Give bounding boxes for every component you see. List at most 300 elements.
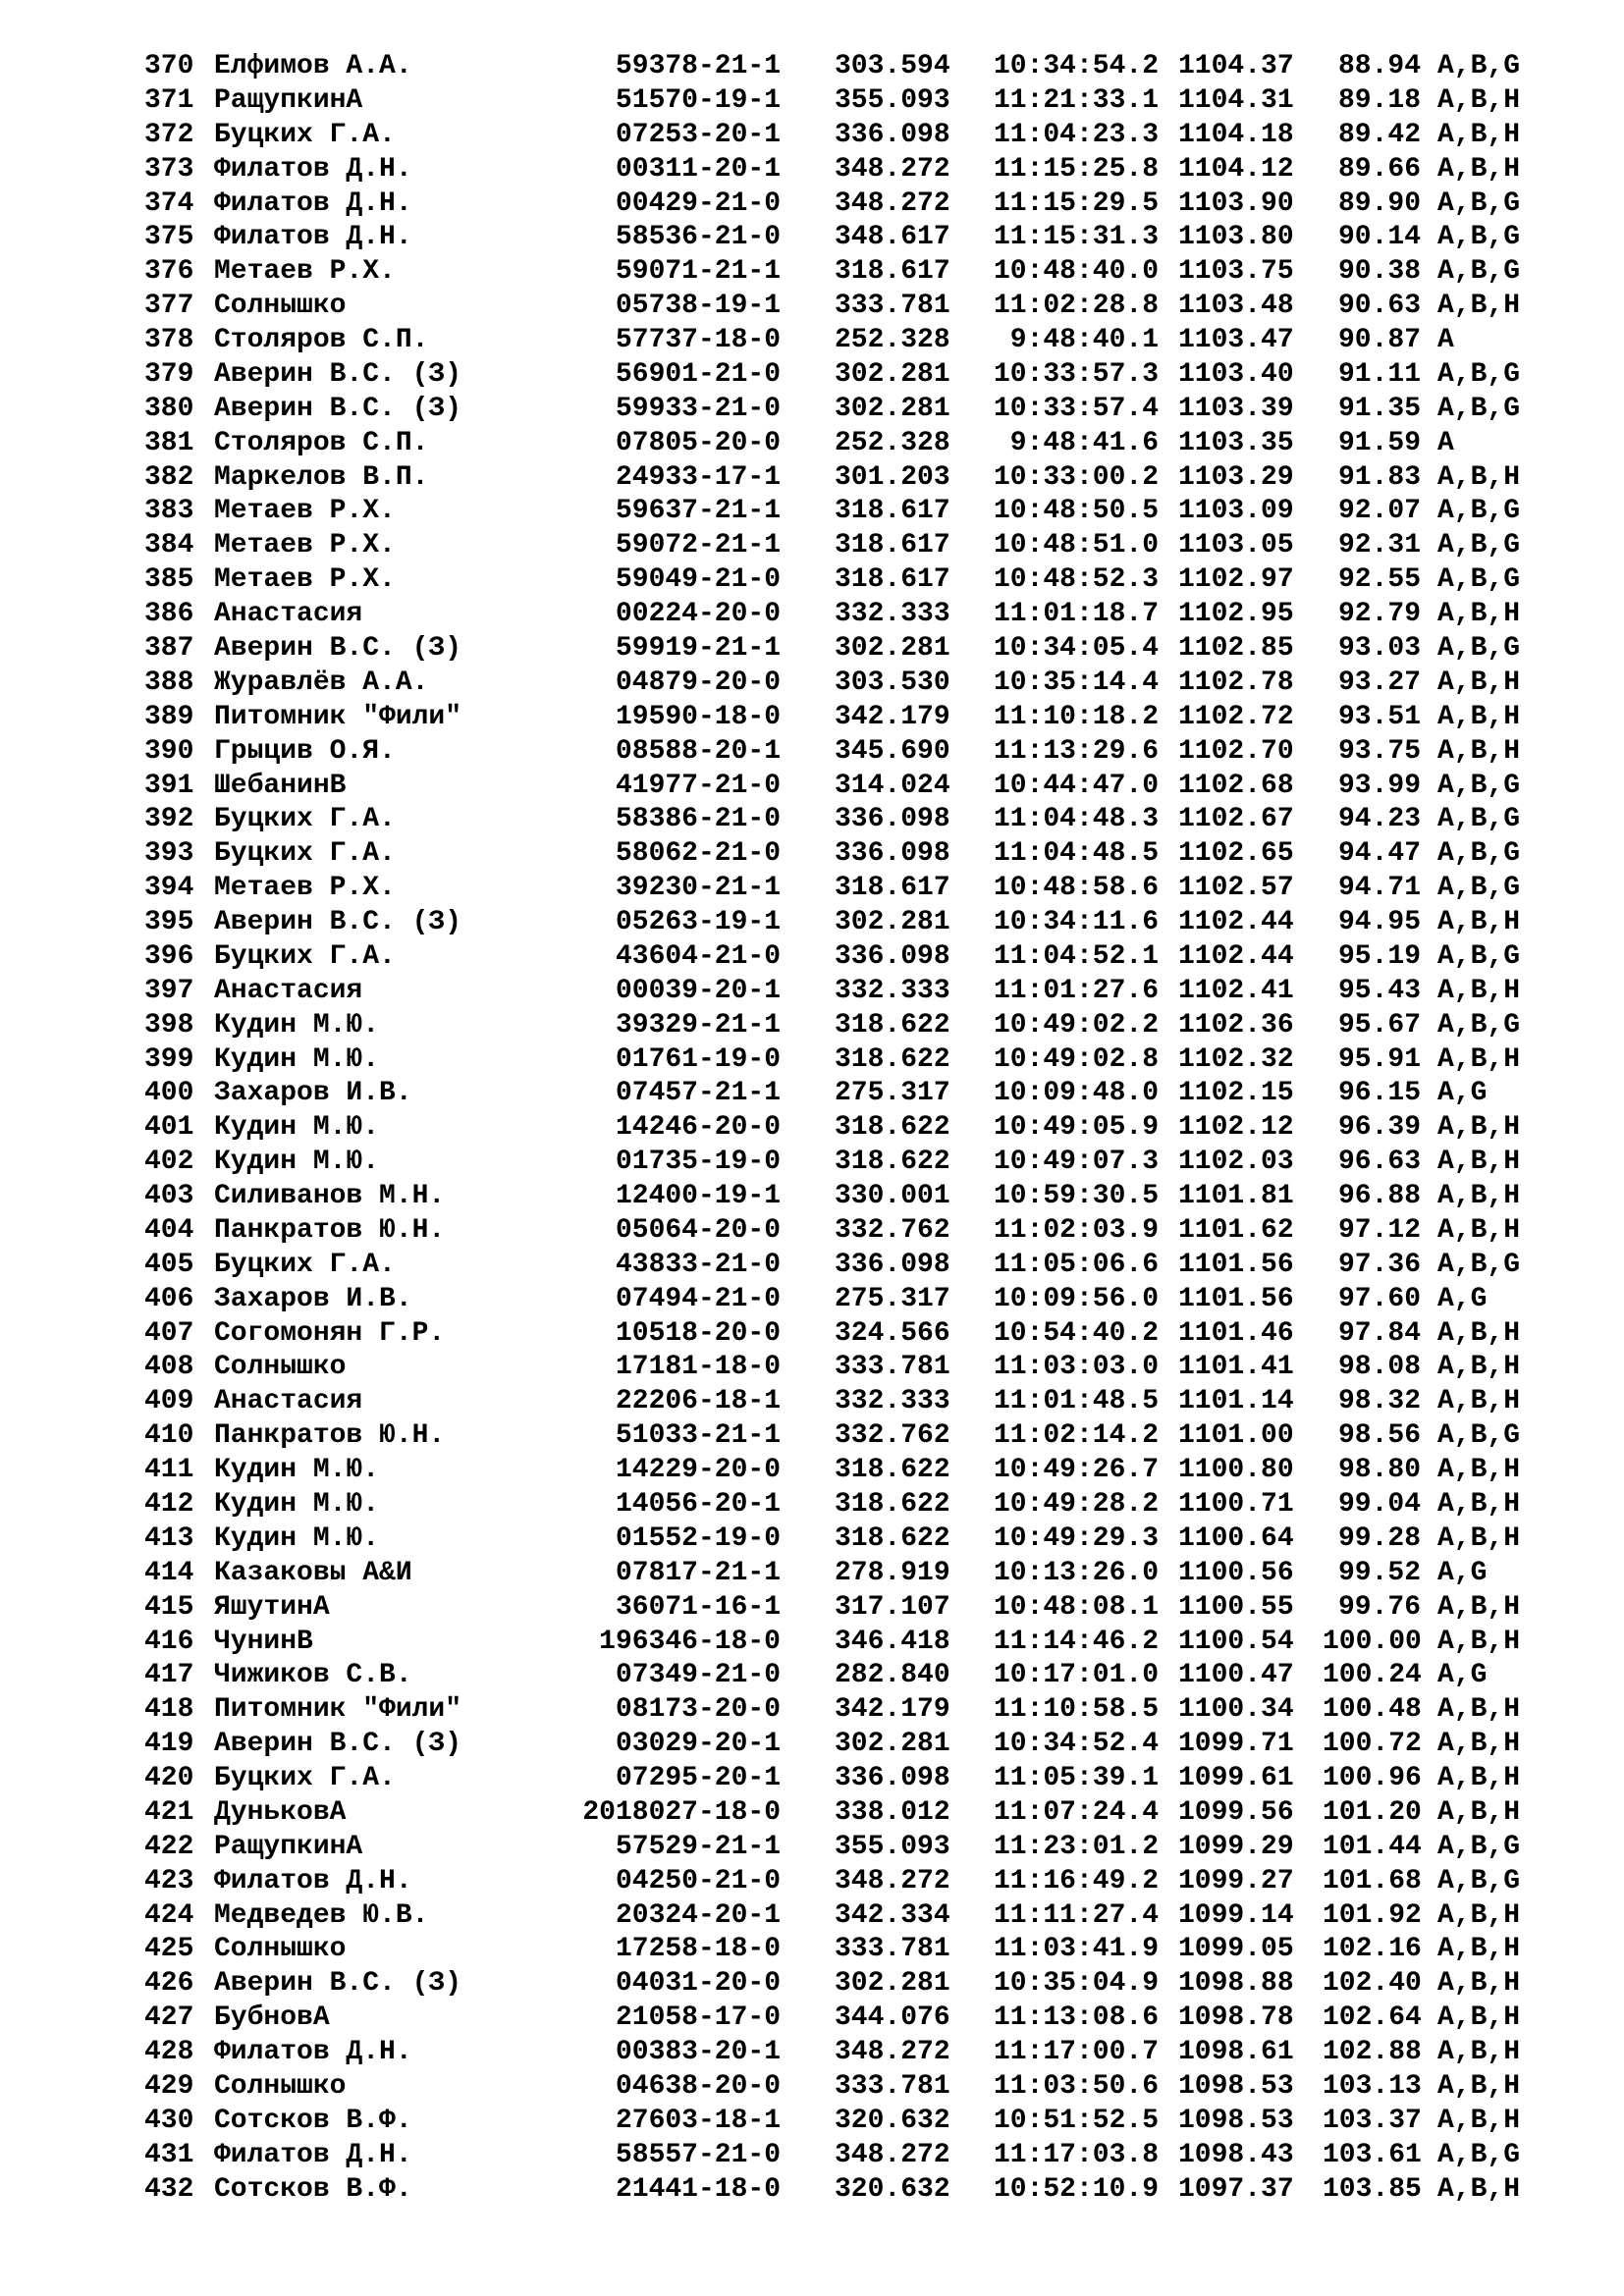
place-cell: 429 xyxy=(144,2070,194,2102)
table-row xyxy=(0,1043,1624,1077)
speed-cell: 1102.68 xyxy=(1178,770,1294,801)
place-cell: 413 xyxy=(144,1522,194,1554)
place-cell: 381 xyxy=(144,427,194,458)
fancier-cell: Филатов Д.Н. xyxy=(214,2139,412,2170)
arrival-time-cell: 11:15:25.8 xyxy=(993,153,1159,185)
groups-cell: A,B,H xyxy=(1437,735,1521,767)
coefficient-cell: 95.67 xyxy=(1337,1009,1421,1041)
table-row xyxy=(0,1488,1624,1522)
place-cell: 374 xyxy=(144,187,194,219)
fancier-cell: Аверин В.С. (З) xyxy=(214,1729,462,1760)
coefficient-cell: 94.95 xyxy=(1337,907,1421,937)
place-cell: 386 xyxy=(144,599,194,630)
ring-cell: 17258-18-0 xyxy=(615,1934,781,1965)
coefficient-cell: 101.44 xyxy=(1323,1831,1422,1862)
coefficient-cell: 92.07 xyxy=(1337,496,1421,527)
place-cell: 371 xyxy=(144,84,194,116)
arrival-time-cell: 11:10:58.5 xyxy=(993,1694,1159,1726)
groups-cell: A,B,H xyxy=(1437,2037,1521,2067)
arrival-time-cell: 9:48:40.1 xyxy=(1009,325,1159,355)
groups-cell: A,B,H xyxy=(1437,1796,1521,1828)
distance-cell: 318.617 xyxy=(835,496,950,527)
table-row xyxy=(0,940,1624,974)
coefficient-cell: 93.03 xyxy=(1337,633,1421,664)
fancier-cell: Питомник "Фили" xyxy=(214,1694,462,1726)
speed-cell: 1099.29 xyxy=(1178,1831,1294,1862)
distance-cell: 332.762 xyxy=(835,1420,950,1452)
ring-cell: 21441-18-0 xyxy=(615,2173,781,2205)
speed-cell: 1100.71 xyxy=(1178,1489,1294,1520)
speed-cell: 1102.72 xyxy=(1178,701,1294,732)
table-row xyxy=(0,1111,1624,1145)
ring-cell: 08588-20-1 xyxy=(615,735,781,767)
fancier-cell: Захаров И.В. xyxy=(214,1078,412,1109)
speed-cell: 1102.85 xyxy=(1178,633,1294,664)
distance-cell: 336.098 xyxy=(835,1763,950,1793)
place-cell: 397 xyxy=(144,975,194,1006)
ring-cell: 39329-21-1 xyxy=(615,1009,781,1041)
coefficient-cell: 97.12 xyxy=(1337,1214,1421,1246)
ring-cell: 57529-21-1 xyxy=(615,1831,781,1862)
fancier-cell: ЧунинВ xyxy=(214,1626,313,1657)
place-cell: 406 xyxy=(144,1283,194,1314)
distance-cell: 318.622 xyxy=(835,1489,950,1520)
coefficient-cell: 96.88 xyxy=(1337,1181,1421,1211)
fancier-cell: Столяров С.П. xyxy=(214,325,429,355)
arrival-time-cell: 10:48:51.0 xyxy=(993,530,1159,561)
table-row xyxy=(0,837,1624,871)
speed-cell: 1102.78 xyxy=(1178,667,1294,698)
fancier-cell: Маркелов В.П. xyxy=(214,461,429,493)
groups-cell: A,B,H xyxy=(1437,84,1521,116)
arrival-time-cell: 10:48:40.0 xyxy=(993,256,1159,288)
fancier-cell: Метаев Р.Х. xyxy=(214,564,396,596)
place-cell: 376 xyxy=(144,256,194,288)
distance-cell: 324.566 xyxy=(835,1317,950,1349)
arrival-time-cell: 10:48:50.5 xyxy=(993,496,1159,527)
arrival-time-cell: 10:34:52.4 xyxy=(993,1729,1159,1760)
coefficient-cell: 92.79 xyxy=(1337,599,1421,630)
table-row xyxy=(0,1899,1624,1933)
arrival-time-cell: 10:48:52.3 xyxy=(993,564,1159,596)
fancier-cell: Филатов Д.Н. xyxy=(214,1865,412,1896)
place-cell: 380 xyxy=(144,393,194,424)
arrival-time-cell: 11:16:49.2 xyxy=(993,1865,1159,1896)
speed-cell: 1100.64 xyxy=(1178,1522,1294,1554)
ring-cell: 43833-21-0 xyxy=(615,1249,781,1280)
coefficient-cell: 91.11 xyxy=(1337,358,1421,390)
groups-cell: A,B,H xyxy=(1437,1968,1521,2000)
distance-cell: 333.781 xyxy=(835,1934,950,1965)
coefficient-cell: 91.83 xyxy=(1337,461,1421,493)
ring-cell: 00311-20-1 xyxy=(615,153,781,185)
groups-cell: A,B,H xyxy=(1437,701,1521,732)
distance-cell: 342.179 xyxy=(835,1694,950,1726)
distance-cell: 320.632 xyxy=(835,2173,950,2205)
speed-cell: 1099.14 xyxy=(1178,1899,1294,1931)
place-cell: 375 xyxy=(144,222,194,253)
coefficient-cell: 97.60 xyxy=(1337,1283,1421,1314)
groups-cell: A,B,H xyxy=(1437,2173,1521,2205)
speed-cell: 1099.27 xyxy=(1178,1865,1294,1896)
speed-cell: 1099.71 xyxy=(1178,1729,1294,1760)
groups-cell: A,B,G xyxy=(1437,496,1521,527)
ring-cell: 2018027-18-0 xyxy=(582,1796,781,1828)
table-row xyxy=(0,1009,1624,1042)
ring-cell: 59637-21-1 xyxy=(615,496,781,527)
arrival-time-cell: 11:14:46.2 xyxy=(993,1626,1159,1657)
fancier-cell: Буцких Г.А. xyxy=(214,1763,396,1793)
place-cell: 385 xyxy=(144,564,194,596)
arrival-time-cell: 10:09:48.0 xyxy=(993,1078,1159,1109)
fancier-cell: Казаковы А&И xyxy=(214,1557,412,1588)
fancier-cell: Панкратов Ю.Н. xyxy=(214,1214,446,1246)
ring-cell: 20324-20-1 xyxy=(615,1899,781,1931)
arrival-time-cell: 11:01:27.6 xyxy=(993,975,1159,1006)
ring-cell: 41977-21-0 xyxy=(615,770,781,801)
distance-cell: 355.093 xyxy=(835,1831,950,1862)
fancier-cell: Метаев Р.Х. xyxy=(214,530,396,561)
ring-cell: 07817-21-1 xyxy=(615,1557,781,1588)
arrival-time-cell: 10:44:47.0 xyxy=(993,770,1159,801)
arrival-time-cell: 11:15:31.3 xyxy=(993,222,1159,253)
coefficient-cell: 101.92 xyxy=(1323,1899,1422,1931)
place-cell: 402 xyxy=(144,1147,194,1178)
ring-cell: 56901-21-0 xyxy=(615,358,781,390)
table-row xyxy=(0,393,1624,426)
place-cell: 423 xyxy=(144,1865,194,1896)
table-row xyxy=(0,1249,1624,1282)
fancier-cell: Буцких Г.А. xyxy=(214,1249,396,1280)
fancier-cell: Буцких Г.А. xyxy=(214,804,396,835)
distance-cell: 346.418 xyxy=(835,1626,950,1657)
distance-cell: 252.328 xyxy=(835,325,950,355)
groups-cell: A,B,H xyxy=(1437,461,1521,493)
arrival-time-cell: 11:05:06.6 xyxy=(993,1249,1159,1280)
coefficient-cell: 88.94 xyxy=(1337,51,1421,81)
coefficient-cell: 91.35 xyxy=(1337,393,1421,424)
speed-cell: 1097.37 xyxy=(1178,2173,1294,2205)
speed-cell: 1100.55 xyxy=(1178,1591,1294,1623)
groups-cell: A,B,H xyxy=(1437,667,1521,698)
arrival-time-cell: 11:04:48.3 xyxy=(993,804,1159,835)
ring-cell: 07805-20-0 xyxy=(615,427,781,458)
table-row xyxy=(0,1419,1624,1453)
groups-cell: A,B,H xyxy=(1437,1455,1521,1486)
groups-cell: A,B,H xyxy=(1437,1934,1521,1965)
groups-cell: A,G xyxy=(1437,1557,1488,1588)
fancier-cell: Филатов Д.Н. xyxy=(214,222,412,253)
place-cell: 407 xyxy=(144,1317,194,1349)
distance-cell: 302.281 xyxy=(835,1968,950,2000)
arrival-time-cell: 11:01:18.7 xyxy=(993,599,1159,630)
table-row xyxy=(0,2036,1624,2069)
groups-cell: A,G xyxy=(1437,1660,1488,1691)
distance-cell: 348.617 xyxy=(835,222,950,253)
place-cell: 392 xyxy=(144,804,194,835)
table-row xyxy=(0,701,1624,734)
fancier-cell: РащупкинА xyxy=(214,84,363,116)
table-row xyxy=(0,770,1624,803)
ring-cell: 17181-18-0 xyxy=(615,1352,781,1383)
groups-cell: A,B,H xyxy=(1437,1899,1521,1931)
table-row xyxy=(0,1659,1624,1692)
fancier-cell: Питомник "Фили" xyxy=(214,701,462,732)
speed-cell: 1101.56 xyxy=(1178,1283,1294,1314)
coefficient-cell: 92.55 xyxy=(1337,564,1421,596)
fancier-cell: БубновА xyxy=(214,2002,330,2034)
place-cell: 403 xyxy=(144,1181,194,1211)
fancier-cell: ЯшутинА xyxy=(214,1591,330,1623)
coefficient-cell: 95.91 xyxy=(1337,1043,1421,1075)
speed-cell: 1102.44 xyxy=(1178,907,1294,937)
speed-cell: 1103.09 xyxy=(1178,496,1294,527)
table-row xyxy=(0,563,1624,597)
groups-cell: A,B,H xyxy=(1437,1043,1521,1075)
place-cell: 389 xyxy=(144,701,194,732)
speed-cell: 1100.56 xyxy=(1178,1557,1294,1588)
place-cell: 394 xyxy=(144,873,194,904)
groups-cell: A,B,H xyxy=(1437,1112,1521,1144)
distance-cell: 338.012 xyxy=(835,1796,950,1828)
speed-cell: 1103.48 xyxy=(1178,291,1294,322)
groups-cell: A,B,H xyxy=(1437,291,1521,322)
coefficient-cell: 95.19 xyxy=(1337,940,1421,972)
place-cell: 425 xyxy=(144,1934,194,1965)
ring-cell: 51033-21-1 xyxy=(615,1420,781,1452)
coefficient-cell: 100.72 xyxy=(1323,1729,1422,1760)
place-cell: 412 xyxy=(144,1489,194,1520)
arrival-time-cell: 11:21:33.1 xyxy=(993,84,1159,116)
arrival-time-cell: 11:02:28.8 xyxy=(993,291,1159,322)
fancier-cell: Анастасия xyxy=(214,1386,363,1417)
distance-cell: 302.281 xyxy=(835,358,950,390)
ring-cell: 36071-16-1 xyxy=(615,1591,781,1623)
speed-cell: 1101.62 xyxy=(1178,1214,1294,1246)
place-cell: 424 xyxy=(144,1899,194,1931)
groups-cell: A,B,H xyxy=(1437,1214,1521,1246)
speed-cell: 1102.57 xyxy=(1178,873,1294,904)
table-row xyxy=(0,1454,1624,1487)
arrival-time-cell: 10:13:26.0 xyxy=(993,1557,1159,1588)
fancier-cell: Буцких Г.А. xyxy=(214,838,396,870)
fancier-cell: Аверин В.С. (З) xyxy=(214,907,462,937)
distance-cell: 318.622 xyxy=(835,1522,950,1554)
arrival-time-cell: 10:59:30.5 xyxy=(993,1181,1159,1211)
coefficient-cell: 99.04 xyxy=(1337,1489,1421,1520)
place-cell: 395 xyxy=(144,907,194,937)
groups-cell: A,G xyxy=(1437,1078,1488,1109)
groups-cell: A,B,G xyxy=(1437,564,1521,596)
distance-cell: 318.622 xyxy=(835,1009,950,1041)
distance-cell: 348.272 xyxy=(835,1865,950,1896)
coefficient-cell: 89.90 xyxy=(1337,187,1421,219)
arrival-time-cell: 11:02:14.2 xyxy=(993,1420,1159,1452)
arrival-time-cell: 11:23:01.2 xyxy=(993,1831,1159,1862)
speed-cell: 1099.56 xyxy=(1178,1796,1294,1828)
distance-cell: 314.024 xyxy=(835,770,950,801)
fancier-cell: Солнышко xyxy=(214,2070,347,2102)
groups-cell: A,B,H xyxy=(1437,1626,1521,1657)
ring-cell: 12400-19-1 xyxy=(615,1181,781,1211)
distance-cell: 317.107 xyxy=(835,1591,950,1623)
groups-cell: A,B,H xyxy=(1437,1729,1521,1760)
distance-cell: 278.919 xyxy=(835,1557,950,1588)
groups-cell: A,B,G xyxy=(1437,1831,1521,1862)
arrival-time-cell: 10:35:04.9 xyxy=(993,1968,1159,2000)
fancier-cell: Согомонян Г.Р. xyxy=(214,1317,446,1349)
table-row xyxy=(0,1077,1624,1110)
fancier-cell: Грыцив О.Я. xyxy=(214,735,396,767)
fancier-cell: Кудин М.Ю. xyxy=(214,1489,380,1520)
coefficient-cell: 100.00 xyxy=(1323,1626,1422,1657)
distance-cell: 318.622 xyxy=(835,1147,950,1178)
groups-cell: A,B,H xyxy=(1437,1694,1521,1726)
distance-cell: 318.617 xyxy=(835,530,950,561)
table-row xyxy=(0,632,1624,666)
speed-cell: 1102.67 xyxy=(1178,804,1294,835)
table-row xyxy=(0,598,1624,631)
coefficient-cell: 97.36 xyxy=(1337,1249,1421,1280)
fancier-cell: Кудин М.Ю. xyxy=(214,1112,380,1144)
distance-cell: 333.781 xyxy=(835,291,950,322)
ring-cell: 04031-20-0 xyxy=(615,1968,781,2000)
table-row xyxy=(0,221,1624,254)
distance-cell: 348.272 xyxy=(835,2037,950,2067)
fancier-cell: Филатов Д.Н. xyxy=(214,153,412,185)
speed-cell: 1103.35 xyxy=(1178,427,1294,458)
fancier-cell: Кудин М.Ю. xyxy=(214,1043,380,1075)
arrival-time-cell: 11:03:03.0 xyxy=(993,1352,1159,1383)
distance-cell: 355.093 xyxy=(835,84,950,116)
speed-cell: 1102.36 xyxy=(1178,1009,1294,1041)
table-row xyxy=(0,975,1624,1008)
coefficient-cell: 96.15 xyxy=(1337,1078,1421,1109)
speed-cell: 1103.39 xyxy=(1178,393,1294,424)
table-row xyxy=(0,1351,1624,1384)
groups-cell: A,B,H xyxy=(1437,1591,1521,1623)
ring-cell: 59933-21-0 xyxy=(615,393,781,424)
distance-cell: 318.617 xyxy=(835,256,950,288)
ring-cell: 59072-21-1 xyxy=(615,530,781,561)
arrival-time-cell: 11:11:27.4 xyxy=(993,1899,1159,1931)
ring-cell: 03029-20-1 xyxy=(615,1729,781,1760)
coefficient-cell: 99.52 xyxy=(1337,1557,1421,1588)
speed-cell: 1102.15 xyxy=(1178,1078,1294,1109)
table-row xyxy=(0,803,1624,836)
groups-cell: A,B,H xyxy=(1437,975,1521,1006)
place-cell: 379 xyxy=(144,358,194,390)
ring-cell: 07457-21-1 xyxy=(615,1078,781,1109)
speed-cell: 1102.44 xyxy=(1178,940,1294,972)
arrival-time-cell: 11:03:41.9 xyxy=(993,1934,1159,1965)
ring-cell: 07295-20-1 xyxy=(615,1763,781,1793)
arrival-time-cell: 11:02:03.9 xyxy=(993,1214,1159,1246)
groups-cell: A,B,H xyxy=(1437,2105,1521,2136)
table-row xyxy=(0,1865,1624,1898)
groups-cell: A,B,G xyxy=(1437,804,1521,835)
groups-cell: A,B,G xyxy=(1437,256,1521,288)
groups-cell: A,B,G xyxy=(1437,873,1521,904)
fancier-cell: РащупкинА xyxy=(214,1831,363,1862)
speed-cell: 1101.46 xyxy=(1178,1317,1294,1349)
distance-cell: 302.281 xyxy=(835,1729,950,1760)
groups-cell: A,B,G xyxy=(1437,222,1521,253)
fancier-cell: Аверин В.С. (З) xyxy=(214,633,462,664)
table-row xyxy=(0,1317,1624,1351)
ring-cell: 00224-20-0 xyxy=(615,599,781,630)
distance-cell: 303.594 xyxy=(835,51,950,81)
table-row xyxy=(0,1967,1624,2001)
groups-cell: A,B,G xyxy=(1437,1865,1521,1896)
table-row xyxy=(0,906,1624,939)
distance-cell: 336.098 xyxy=(835,1249,950,1280)
groups-cell: A,B,G xyxy=(1437,1420,1521,1452)
speed-cell: 1101.14 xyxy=(1178,1386,1294,1417)
place-cell: 401 xyxy=(144,1112,194,1144)
fancier-cell: Сотсков В.Ф. xyxy=(214,2105,412,2136)
speed-cell: 1104.18 xyxy=(1178,119,1294,150)
groups-cell: A,B,G xyxy=(1437,633,1521,664)
ring-cell: 51570-19-1 xyxy=(615,84,781,116)
coefficient-cell: 100.96 xyxy=(1323,1763,1422,1793)
speed-cell: 1102.12 xyxy=(1178,1112,1294,1144)
arrival-time-cell: 10:49:02.2 xyxy=(993,1009,1159,1041)
place-cell: 411 xyxy=(144,1455,194,1486)
coefficient-cell: 98.56 xyxy=(1337,1420,1421,1452)
place-cell: 415 xyxy=(144,1591,194,1623)
ring-cell: 58386-21-0 xyxy=(615,804,781,835)
speed-cell: 1103.40 xyxy=(1178,358,1294,390)
coefficient-cell: 89.66 xyxy=(1337,153,1421,185)
arrival-time-cell: 10:33:57.4 xyxy=(993,393,1159,424)
groups-cell: A,B,G xyxy=(1437,770,1521,801)
speed-cell: 1104.31 xyxy=(1178,84,1294,116)
table-row xyxy=(0,427,1624,460)
arrival-time-cell: 11:05:39.1 xyxy=(993,1763,1159,1793)
speed-cell: 1102.70 xyxy=(1178,735,1294,767)
groups-cell: A xyxy=(1437,427,1454,458)
table-row xyxy=(0,1146,1624,1179)
arrival-time-cell: 11:13:29.6 xyxy=(993,735,1159,767)
ring-cell: 27603-18-1 xyxy=(615,2105,781,2136)
place-cell: 383 xyxy=(144,496,194,527)
speed-cell: 1101.56 xyxy=(1178,1249,1294,1280)
coefficient-cell: 99.28 xyxy=(1337,1522,1421,1554)
groups-cell: A,B,H xyxy=(1437,2002,1521,2034)
table-row xyxy=(0,1693,1624,1727)
ring-cell: 08173-20-0 xyxy=(615,1694,781,1726)
coefficient-cell: 98.08 xyxy=(1337,1352,1421,1383)
coefficient-cell: 90.87 xyxy=(1337,325,1421,355)
table-row xyxy=(0,255,1624,289)
table-row xyxy=(0,529,1624,562)
fancier-cell: Метаев Р.Х. xyxy=(214,256,396,288)
table-row xyxy=(0,735,1624,769)
speed-cell: 1098.53 xyxy=(1178,2105,1294,2136)
groups-cell: A,B,G xyxy=(1437,393,1521,424)
groups-cell: A,B,G xyxy=(1437,530,1521,561)
place-cell: 405 xyxy=(144,1249,194,1280)
speed-cell: 1104.37 xyxy=(1178,51,1294,81)
ring-cell: 59071-21-1 xyxy=(615,256,781,288)
arrival-time-cell: 10:49:28.2 xyxy=(993,1489,1159,1520)
fancier-cell: Чижиков С.В. xyxy=(214,1660,412,1691)
fancier-cell: Солнышко xyxy=(214,1934,347,1965)
coefficient-cell: 103.37 xyxy=(1323,2105,1422,2136)
place-cell: 391 xyxy=(144,770,194,801)
speed-cell: 1102.65 xyxy=(1178,838,1294,870)
